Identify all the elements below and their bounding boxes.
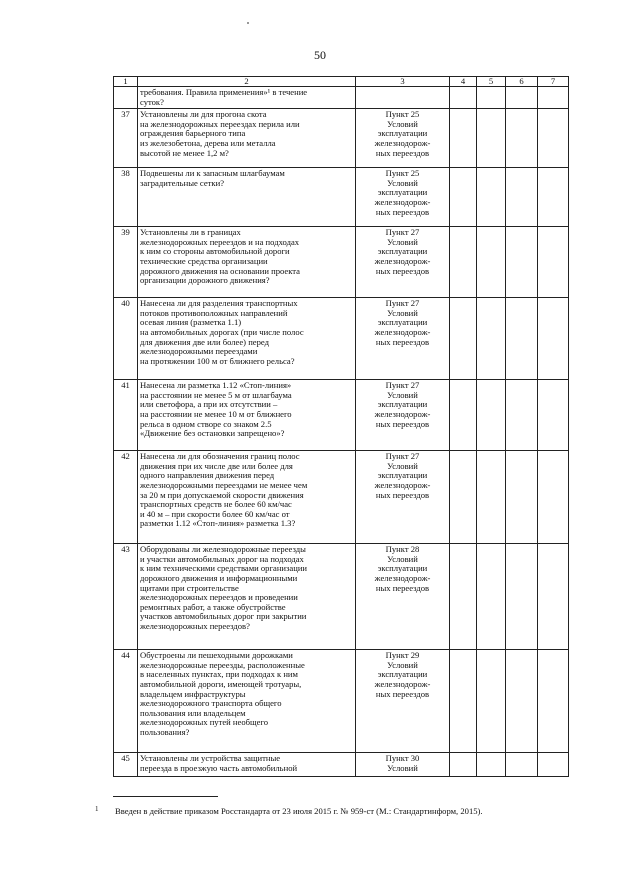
row-cell-4 [450, 109, 477, 168]
row-reference [356, 87, 450, 109]
row-cell-5 [477, 298, 506, 380]
row-reference: Пункт 25 Условий эксплуатации железнодорож- ных переездов [356, 109, 450, 168]
footnote-divider [113, 796, 218, 797]
row-cell-4 [450, 753, 477, 777]
header-row [114, 77, 569, 87]
row-cell-7 [538, 168, 569, 227]
row-question: Установлены ли для прогона скота на железнодорожных переездах перила или ограждения барьерного типа из железобетона, дерева или металла высотой не менее 1,2 м? [138, 109, 356, 168]
row-number: 39 [114, 227, 138, 298]
row-cell-6 [506, 168, 538, 227]
row-number: 40 [114, 298, 138, 380]
table-row [114, 298, 569, 380]
row-question: Установлены ли в границах железнодорожных переездов и на подходах к ним со стороны автомобильной дороги технические средства организации дорожного движения на основании проекта организации дорожного движения? [138, 227, 356, 298]
row-cell-7 [538, 650, 569, 753]
row-cell-5 [477, 87, 506, 109]
row-cell-6 [506, 87, 538, 109]
row-reference: Пункт 27 Условий эксплуатации железнодорож- ных переездов [356, 227, 450, 298]
row-cell-4 [450, 87, 477, 109]
row-cell-7 [538, 109, 569, 168]
row-cell-7 [538, 227, 569, 298]
col-header-4: 4 [450, 77, 477, 87]
table-row [114, 753, 569, 777]
col-header-6: 6 [506, 77, 538, 87]
row-cell-4 [450, 380, 477, 451]
row-reference: Пункт 27 Условий эксплуатации железнодорож- ных переездов [356, 380, 450, 451]
scan-speck [247, 22, 249, 24]
checklist-table [113, 76, 569, 777]
row-reference: Пункт 30 Условий [356, 753, 450, 777]
row-cell-6 [506, 109, 538, 168]
row-cell-5 [477, 227, 506, 298]
row-number [114, 87, 138, 109]
col-header-3: 3 [356, 77, 450, 87]
row-cell-4 [450, 544, 477, 650]
row-reference: Пункт 25 Условий эксплуатации железнодорож- ных переездов [356, 168, 450, 227]
row-cell-4 [450, 298, 477, 380]
row-cell-7 [538, 753, 569, 777]
row-number: 38 [114, 168, 138, 227]
row-cell-7 [538, 87, 569, 109]
row-cell-6 [506, 380, 538, 451]
col-header-2: 2 [138, 77, 356, 87]
row-cell-6 [506, 753, 538, 777]
row-cell-4 [450, 227, 477, 298]
row-number: 41 [114, 380, 138, 451]
footnote-mark: 1 [95, 805, 99, 813]
row-cell-6 [506, 650, 538, 753]
row-cell-5 [477, 451, 506, 544]
row-question: Подвешены ли к запасным шлагбаумам заградительные сетки? [138, 168, 356, 227]
row-cell-7 [538, 298, 569, 380]
row-number: 45 [114, 753, 138, 777]
row-question: Нанесена ли для обозначения границ полос движения при их числе две или более для одного направления движения перед железнодорожными переездами не менее чем за 20 м при допускаемой скорости движения транспортных средств не более 60 км/час и 40 м – при скорости более 60 км/час от разметки 1.12 «Стоп-линия» разметка 1.3? [138, 451, 356, 544]
footnote-text: Введен в действие приказом Росстандарта от 23 июля 2015 г. № 959-ст (М.: Стандартинформ, 2015). [115, 806, 483, 816]
row-reference: Пункт 27 Условий эксплуатации железнодорож- ных переездов [356, 451, 450, 544]
row-question: Оборудованы ли железнодорожные переезды и участки автомобильных дорог на подходах к ним техническими средствами организации дорожного движения и информационными щитами при строительстве железнодорожных переездов и проведении ремонтных работ, а также обустройстве участков автомобильных дорог при закрытии железнодорожных переездов? [138, 544, 356, 650]
row-number: 37 [114, 109, 138, 168]
row-question: Нанесена ли разметка 1.12 «Стоп-линия» на расстоянии не менее 5 м от шлагбаума или светофора, а при их отсутствии – на расстоянии не менее 10 м от ближнего рельса в одном створе со знаком 2.5 «Движение без остановки запрещено»? [138, 380, 356, 451]
table-row [114, 380, 569, 451]
col-header-1: 1 [114, 77, 138, 87]
row-cell-4 [450, 451, 477, 544]
table-row [114, 650, 569, 753]
row-question: требования. Правила применения»¹ в течение суток? [138, 87, 356, 109]
row-cell-6 [506, 451, 538, 544]
row-cell-5 [477, 544, 506, 650]
row-cell-7 [538, 451, 569, 544]
row-question: Установлены ли устройства защитные переезда в проезжую часть автомобильной [138, 753, 356, 777]
row-cell-5 [477, 753, 506, 777]
row-cell-7 [538, 380, 569, 451]
row-cell-7 [538, 544, 569, 650]
table-row [114, 87, 569, 109]
row-reference: Пункт 27 Условий эксплуатации железнодорож- ных переездов [356, 298, 450, 380]
row-cell-5 [477, 380, 506, 451]
row-reference: Пункт 28 Условий эксплуатации железнодорож- ных переездов [356, 544, 450, 650]
table-row [114, 109, 569, 168]
row-number: 43 [114, 544, 138, 650]
row-cell-5 [477, 650, 506, 753]
page-number: 50 [314, 48, 326, 62]
row-number: 44 [114, 650, 138, 753]
row-cell-6 [506, 227, 538, 298]
row-question: Нанесена ли для разделения транспортных потоков противоположных направлений осевая линия (разметка 1.1) на автомобильных дорогах (при числе полос для движения две или более) перед железнодорожными переездами на протяжении 100 м от ближнего рельса? [138, 298, 356, 380]
table-row [114, 168, 569, 227]
row-cell-6 [506, 544, 538, 650]
row-reference: Пункт 29 Условий эксплуатации железнодорож- ных переездов [356, 650, 450, 753]
row-cell-5 [477, 168, 506, 227]
row-question: Обустроены ли пешеходными дорожками железнодорожные переезды, расположенные в населенных пунктах, при подходах к ним автомобильной дороги, имеющей тротуары, владельцем инфраструктуры железнодорожного транспорта общего пользования или владельцем железнодорожных путей необщего пользования? [138, 650, 356, 753]
row-cell-5 [477, 109, 506, 168]
row-number: 42 [114, 451, 138, 544]
table-row [114, 544, 569, 650]
row-cell-6 [506, 298, 538, 380]
col-header-7: 7 [538, 77, 569, 87]
table-row [114, 451, 569, 544]
table-row [114, 227, 569, 298]
row-cell-4 [450, 168, 477, 227]
row-cell-4 [450, 650, 477, 753]
col-header-5: 5 [477, 77, 506, 87]
